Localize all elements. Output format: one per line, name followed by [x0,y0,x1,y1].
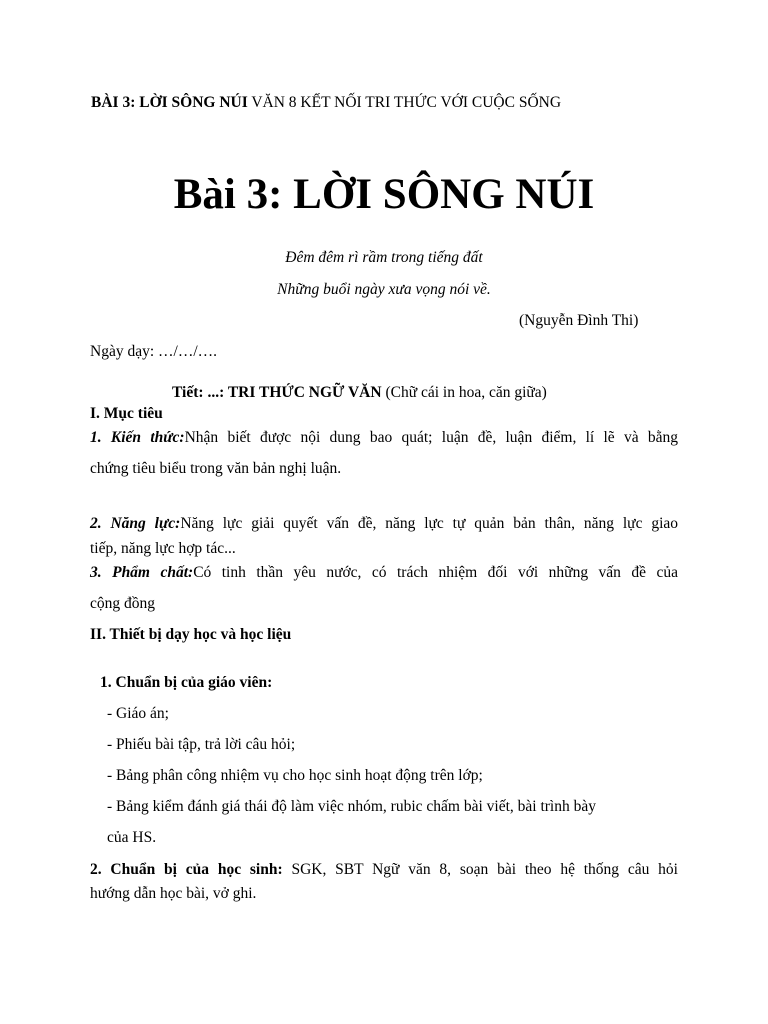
knowledge-label: 1. Kiến thức: [90,429,185,446]
poem-author: (Nguyễn Đình Thi) [519,312,639,329]
document-header [91,94,561,112]
teacher-item: - Giáo án; [107,705,169,722]
knowledge-paragraph-line-2: chứng tiêu biểu trong văn bản nghị luận. [90,460,342,477]
ability-paragraph-line-2: tiếp, năng lực hợp tác... [90,540,236,557]
quality-label: 3. Phẩm chất: [90,564,194,581]
quality-text-1: Có tinh thần yêu nước, có trách nhiệm đối với những vấn đề của [193,564,678,581]
student-prep-line-1 [90,861,678,879]
knowledge-paragraph-line-1 [90,429,678,447]
teacher-item: của HS. [107,829,157,846]
lesson-title: Bài 3: LỜI SÔNG NÚI [173,171,595,218]
poem-line-1: Đêm đêm rì rầm trong tiếng đất [285,249,483,266]
header-rest-text: VĂN 8 KẾT NỐI TRI THỨC VỚI CUỘC SỐNG [247,94,562,111]
teaching-date: Ngày dạy: …/…/…. [90,343,217,360]
knowledge-text-1: Nhận biết được nội dung bao quát; luận đề, luận điểm, lí lẽ và bằng [184,429,678,446]
lesson-note: (Chữ cái in hoa, căn giữa) [381,384,547,401]
lesson-name: TRI THỨC NGỮ VĂN [227,384,382,401]
teacher-prep-heading: 1. Chuẩn bị của giáo viên: [100,674,273,691]
poem-line-2: Những buổi ngày xưa vọng nói về. [277,281,491,298]
quality-paragraph-line-1 [90,564,678,582]
student-prep-label: 2. Chuẩn bị của học sinh: [90,861,283,878]
section-equipment-heading: II. Thiết bị dạy học và học liệu [90,626,292,643]
student-prep-text-1: SGK, SBT Ngữ văn 8, soạn bài theo hệ thống câu hỏi [282,861,678,878]
quality-paragraph-line-2: cộng đồng [90,595,156,612]
lesson-prefix: Tiết: ...: [172,384,228,401]
ability-label: 2. Năng lực: [90,515,181,532]
student-prep-line-2: hướng dẫn học bài, vở ghi. [90,885,257,902]
ability-paragraph-line-1 [90,515,678,533]
teacher-item: - Phiếu bài tập, trả lời câu hỏi; [107,736,296,753]
header-bold-text: BÀI 3: LỜI SÔNG NÚI [91,94,248,111]
ability-text-1: Năng lực giải quyết vấn đề, năng lực tự quản bản thân, năng lực giao [180,515,679,532]
teacher-item: - Bảng kiểm đánh giá thái độ làm việc nhóm, rubic chấm bài viết, bài trình bày [107,798,596,815]
section-objectives-heading: I. Mục tiêu [90,405,163,422]
teacher-item: - Bảng phân công nhiệm vụ cho học sinh hoạt động trên lớp; [107,767,483,784]
lesson-period-line [172,384,547,402]
